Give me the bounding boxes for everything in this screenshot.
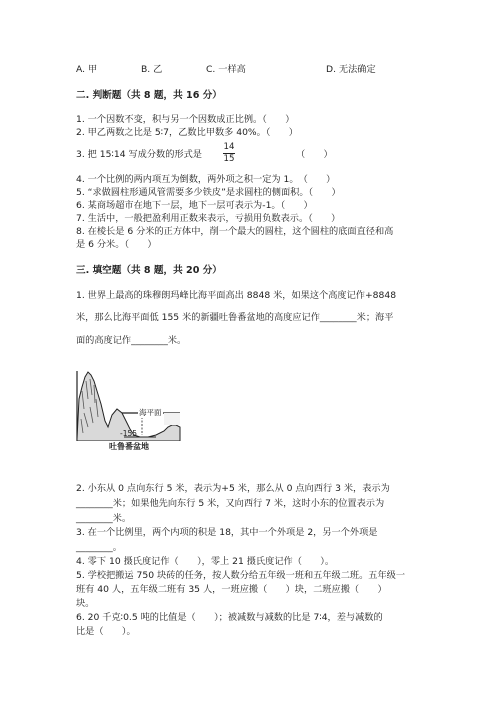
judge-item-5: 5. “求做圆柱形通风管需要多少铁皮”是求圆柱的侧面积。（ ） [76,187,341,198]
judge-item-7: 7. 生活中，一般把盈利用正数来表示，亏损用负数表示。（ ） [76,213,341,224]
fill-item-1-line3: 面的高度记作________米。 [76,335,187,346]
fraction [222,142,236,165]
option-c: C. 一样高 [206,64,246,75]
option-a: A. 甲 [76,64,98,75]
depth-label: -155 [120,429,138,438]
fill-item-6-line2: 比是（ ）。 [76,626,136,637]
judge-item-8: 8. 在棱长是 6 分米的正方体中，削一个最大的圆柱，这个圆柱的底面直径和高 [76,226,394,237]
sea-level-label: 海平面 [139,408,162,417]
judge-item-8-cont: 是 6 分米。（ ） [76,239,157,250]
fill-item-1-line1: 1. 世界上最高的珠穆朗玛峰比海平面高出 8848 米，如果这个高度记作+8848 [76,290,397,301]
judge-item-2: 2. 甲乙两数之比是 5∶7，乙数比甲数多 40%。（ ） [76,127,298,138]
section3-heading: 三. 填空题（共 8 题，共 20 分） [76,265,222,276]
fill-item-2-line3: ________米。 [76,513,132,524]
judge-item-4: 4. 一个比例的两内项互为倒数，两外项之积一定为 1。 （ ） [76,174,336,185]
fill-item-5-line3: 块。 [76,598,95,609]
fill-item-6-line1: 6. 20 千克∶0.5 吨的比值是（ ）；被减数与减数的比是 7∶4，差与减数的 [76,612,383,623]
fill-item-2-line2: ________米；如果他先向东行 5 米，又向西行 7 米，这时小东的位置表示为 [76,498,385,509]
judge-item-1: 1. 一个因数不变，积与另一个因数成正比例。（ ） [76,114,295,125]
section2-heading: 二. 判断题（共 8 题，共 16 分） [76,90,222,101]
option-b: B. 乙 [141,64,163,75]
fill-item-5-line2: 班有 40 人，五年级二班有 35 人，一班应搬（ ）块，二班应搬（ ） [76,584,387,595]
basin-figure [76,369,182,453]
fraction-numerator: 14 [223,142,235,152]
fill-item-2-line1: 2. 小东从 0 点向东行 5 米，表示为+5 米，那么从 0 点向西行 3 米，表示为 [76,483,390,494]
judge-item-6: 6. 某商场超市在地下一层，地下一层可表示为-1。（ ） [76,200,313,211]
option-d: D. 无法确定 [326,64,376,75]
fraction-denominator: 15 [223,154,235,164]
fill-item-3-line2: ________。 [76,542,122,553]
fill-item-4: 4. 零下 10 摄氏度记作（ ），零上 21 摄氏度记作（ ）。 [76,556,335,567]
figure-caption: 吐鲁番盆地 [109,442,149,451]
judge-item-3-blank: （ ） [296,149,333,160]
judge-item-3: 3. 把 15∶14 写成分数的形式是 [76,149,202,160]
fill-item-3-line1: 3. 在一个比例里，两个内项的积是 18，其中一个外项是 2，另一个外项是 [76,527,378,538]
fill-item-1-line2: 米，那么比海平面低 155 米的新疆吐鲁番盆地的高度应记作________米；海平 [76,312,394,323]
fill-item-5-line1: 5. 学校把搬运 750 块砖的任务，按人数分给五年级一班和五年级二班。五年级一 [76,570,406,581]
